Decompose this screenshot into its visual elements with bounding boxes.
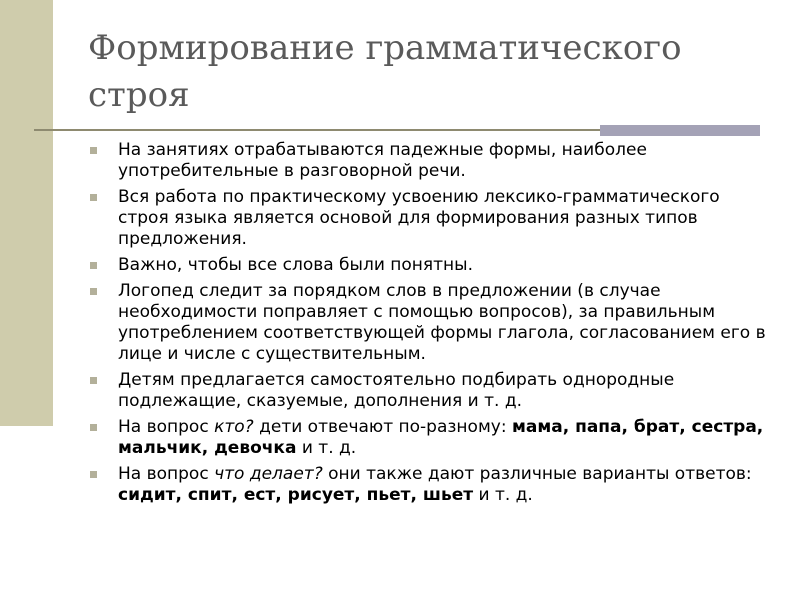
title-accent-bar [600, 125, 760, 136]
question-word: кто? [214, 417, 254, 437]
bullet-text-lead: На вопрос [118, 417, 215, 437]
bullet-text: Важно, чтобы все слова были понятны. [118, 255, 473, 275]
square-bullet-icon [90, 194, 97, 201]
bullet-item-1 [88, 140, 770, 182]
square-bullet-icon [90, 147, 97, 154]
example-words: мама, папа, брат, сестра, мальчик, девочка [118, 417, 764, 458]
bullet-list [88, 140, 770, 511]
bullet-item-7 [88, 464, 770, 506]
slide-title: Формирование грамматического строя [88, 28, 682, 115]
bullet-item-4 [88, 281, 770, 365]
bullet-text: На занятиях отрабатываются падежные формы, наиболее употребительные в разговорной речи. [118, 140, 647, 181]
bullet-text: Логопед следит за порядком слов в предложении (в случае необходимости поправляет с помощью вопросов), за правильным употреблением соответствующей формы глагола, согласованием его в лице и числе с существительным. [118, 281, 766, 364]
decorative-side-bar [0, 0, 53, 426]
bullet-item-3 [88, 255, 770, 276]
bullet-text-tail: и т. д. [296, 438, 357, 458]
bullet-text-middle: дети отвечают по-разному: [253, 417, 512, 437]
square-bullet-icon [90, 262, 97, 269]
bullet-text-middle: они также дают различные варианты ответов: [322, 464, 752, 484]
square-bullet-icon [90, 288, 97, 295]
square-bullet-icon [90, 377, 97, 384]
bullet-text-tail: и т. д. [473, 485, 533, 505]
square-bullet-icon [90, 424, 97, 431]
example-words: сидит, спит, ест, рисует, пьет, шьет [118, 485, 474, 505]
bullet-text: Детям предлагается самостоятельно подбирать однородные подлежащие, сказуемые, дополнения и т. д. [118, 370, 675, 411]
question-word: что делает? [214, 464, 323, 484]
bullet-item-5 [88, 370, 770, 412]
bullet-item-6 [88, 417, 770, 459]
bullet-text: Вся работа по практическому усвоению лексико-грамматического строя языка является основой для формирования разных типов предложения. [118, 187, 720, 249]
square-bullet-icon [90, 471, 97, 478]
bullet-item-2 [88, 187, 770, 250]
bullet-text-lead: На вопрос [118, 464, 215, 484]
